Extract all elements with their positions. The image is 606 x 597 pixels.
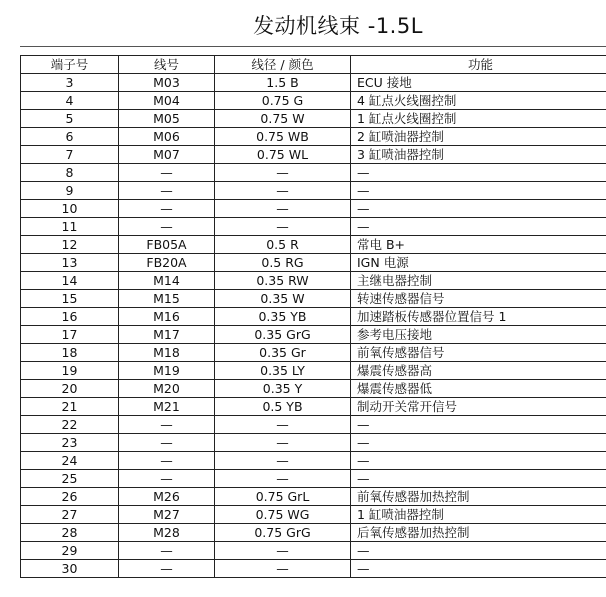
gauge-color-cell: — <box>215 542 351 560</box>
function-cell: — <box>351 434 606 452</box>
terminal-no-cell: 24 <box>21 452 119 470</box>
gauge-color-cell: 0.75 WB <box>215 128 351 146</box>
gauge-color-cell: 0.35 RW <box>215 272 351 290</box>
gauge-color-cell: 0.75 WL <box>215 146 351 164</box>
wire-no-cell: — <box>119 218 215 236</box>
function-cell: ECU 接地 <box>351 74 606 92</box>
wire-no-cell: M15 <box>119 290 215 308</box>
table-row <box>21 470 606 488</box>
terminal-no-cell: 21 <box>21 398 119 416</box>
wire-no-cell: — <box>119 416 215 434</box>
wire-no-cell: — <box>119 164 215 182</box>
function-cell: 1 缸喷油器控制 <box>351 506 606 524</box>
gauge-color-cell: — <box>215 416 351 434</box>
table-row <box>21 128 606 146</box>
wire-no-cell: M07 <box>119 146 215 164</box>
function-cell: IGN 电源 <box>351 254 606 272</box>
wire-no-cell: M27 <box>119 506 215 524</box>
wiring-harness-table <box>20 55 606 578</box>
table-row <box>21 452 606 470</box>
table-row <box>21 182 606 200</box>
function-cell: 常电 B+ <box>351 236 606 254</box>
header-wire-no: 线号 <box>119 56 215 74</box>
function-cell: — <box>351 470 606 488</box>
terminal-no-cell: 27 <box>21 506 119 524</box>
wire-no-cell: M18 <box>119 344 215 362</box>
function-cell: 加速踏板传感器位置信号 1 <box>351 308 606 326</box>
gauge-color-cell: 0.75 GrL <box>215 488 351 506</box>
gauge-color-cell: — <box>215 164 351 182</box>
table-row <box>21 416 606 434</box>
table-row <box>21 398 606 416</box>
table-row <box>21 326 606 344</box>
function-cell: — <box>351 416 606 434</box>
wire-no-cell: M28 <box>119 524 215 542</box>
terminal-no-cell: 9 <box>21 182 119 200</box>
table-row <box>21 218 606 236</box>
gauge-color-cell: — <box>215 470 351 488</box>
header-function: 功能 <box>351 56 606 74</box>
table-row <box>21 524 606 542</box>
terminal-no-cell: 23 <box>21 434 119 452</box>
wire-no-cell: — <box>119 542 215 560</box>
wire-no-cell: M21 <box>119 398 215 416</box>
wire-no-cell: — <box>119 182 215 200</box>
table-row <box>21 272 606 290</box>
gauge-color-cell: 1.5 B <box>215 74 351 92</box>
terminal-no-cell: 11 <box>21 218 119 236</box>
gauge-color-cell: — <box>215 560 351 578</box>
terminal-no-cell: 17 <box>21 326 119 344</box>
function-cell: 制动开关常开信号 <box>351 398 606 416</box>
table-row <box>21 506 606 524</box>
terminal-no-cell: 7 <box>21 146 119 164</box>
function-cell: 2 缸喷油器控制 <box>351 128 606 146</box>
wire-no-cell: M16 <box>119 308 215 326</box>
table-row <box>21 434 606 452</box>
wire-no-cell: M05 <box>119 110 215 128</box>
wire-no-cell: — <box>119 470 215 488</box>
page-title: 发动机线束 -1.5L <box>253 14 423 38</box>
table-row <box>21 110 606 128</box>
wire-no-cell: — <box>119 560 215 578</box>
terminal-no-cell: 8 <box>21 164 119 182</box>
table-row <box>21 92 606 110</box>
gauge-color-cell: — <box>215 218 351 236</box>
terminal-no-cell: 28 <box>21 524 119 542</box>
terminal-no-cell: 29 <box>21 542 119 560</box>
gauge-color-cell: 0.5 YB <box>215 398 351 416</box>
table-body <box>21 74 606 578</box>
gauge-color-cell: — <box>215 452 351 470</box>
wire-no-cell: M14 <box>119 272 215 290</box>
table-row <box>21 344 606 362</box>
function-cell: 参考电压接地 <box>351 326 606 344</box>
function-cell: — <box>351 182 606 200</box>
table-row <box>21 254 606 272</box>
gauge-color-cell: — <box>215 434 351 452</box>
table-row <box>21 542 606 560</box>
function-cell: — <box>351 164 606 182</box>
wire-no-cell: — <box>119 200 215 218</box>
function-cell: 爆震传感器低 <box>351 380 606 398</box>
wire-no-cell: M20 <box>119 380 215 398</box>
table-row <box>21 380 606 398</box>
table-row <box>21 308 606 326</box>
table-row <box>21 290 606 308</box>
table-row <box>21 488 606 506</box>
terminal-no-cell: 20 <box>21 380 119 398</box>
header-gauge-color: 线径 / 颜色 <box>215 56 351 74</box>
gauge-color-cell: 0.75 WG <box>215 506 351 524</box>
table-row <box>21 200 606 218</box>
gauge-color-cell: — <box>215 200 351 218</box>
terminal-no-cell: 12 <box>21 236 119 254</box>
table-row <box>21 362 606 380</box>
table-header-row <box>21 56 606 74</box>
terminal-no-cell: 10 <box>21 200 119 218</box>
table-row <box>21 74 606 92</box>
function-cell: — <box>351 200 606 218</box>
function-cell: 爆震传感器高 <box>351 362 606 380</box>
terminal-no-cell: 3 <box>21 74 119 92</box>
gauge-color-cell: 0.75 G <box>215 92 351 110</box>
function-cell: 后氧传感器加热控制 <box>351 524 606 542</box>
function-cell: — <box>351 452 606 470</box>
terminal-no-cell: 26 <box>21 488 119 506</box>
title-divider <box>20 46 606 47</box>
terminal-no-cell: 18 <box>21 344 119 362</box>
terminal-no-cell: 19 <box>21 362 119 380</box>
gauge-color-cell: 0.5 R <box>215 236 351 254</box>
function-cell: — <box>351 218 606 236</box>
wire-no-cell: — <box>119 434 215 452</box>
function-cell: — <box>351 560 606 578</box>
terminal-no-cell: 22 <box>21 416 119 434</box>
table-row <box>21 560 606 578</box>
wire-no-cell: M19 <box>119 362 215 380</box>
terminal-no-cell: 30 <box>21 560 119 578</box>
terminal-no-cell: 13 <box>21 254 119 272</box>
gauge-color-cell: — <box>215 182 351 200</box>
wire-no-cell: FB05A <box>119 236 215 254</box>
gauge-color-cell: 0.75 GrG <box>215 524 351 542</box>
terminal-no-cell: 6 <box>21 128 119 146</box>
table-row <box>21 146 606 164</box>
wire-no-cell: M04 <box>119 92 215 110</box>
terminal-no-cell: 4 <box>21 92 119 110</box>
function-cell: 3 缸喷油器控制 <box>351 146 606 164</box>
wire-no-cell: — <box>119 452 215 470</box>
gauge-color-cell: 0.35 GrG <box>215 326 351 344</box>
wire-no-cell: M17 <box>119 326 215 344</box>
function-cell: 前氧传感器加热控制 <box>351 488 606 506</box>
terminal-no-cell: 15 <box>21 290 119 308</box>
gauge-color-cell: 0.35 Y <box>215 380 351 398</box>
wire-no-cell: M26 <box>119 488 215 506</box>
function-cell: 转速传感器信号 <box>351 290 606 308</box>
terminal-no-cell: 5 <box>21 110 119 128</box>
gauge-color-cell: 0.5 RG <box>215 254 351 272</box>
table-row <box>21 164 606 182</box>
wire-no-cell: M03 <box>119 74 215 92</box>
gauge-color-cell: 0.35 Gr <box>215 344 351 362</box>
wire-no-cell: FB20A <box>119 254 215 272</box>
table-row <box>21 236 606 254</box>
function-cell: 1 缸点火线圈控制 <box>351 110 606 128</box>
function-cell: 前氧传感器信号 <box>351 344 606 362</box>
terminal-no-cell: 14 <box>21 272 119 290</box>
wire-no-cell: M06 <box>119 128 215 146</box>
gauge-color-cell: 0.35 YB <box>215 308 351 326</box>
gauge-color-cell: 0.35 W <box>215 290 351 308</box>
function-cell: 4 缸点火线圈控制 <box>351 92 606 110</box>
gauge-color-cell: 0.75 W <box>215 110 351 128</box>
function-cell: — <box>351 542 606 560</box>
gauge-color-cell: 0.35 LY <box>215 362 351 380</box>
terminal-no-cell: 16 <box>21 308 119 326</box>
terminal-no-cell: 25 <box>21 470 119 488</box>
function-cell: 主继电器控制 <box>351 272 606 290</box>
header-terminal-no: 端子号 <box>21 56 119 74</box>
